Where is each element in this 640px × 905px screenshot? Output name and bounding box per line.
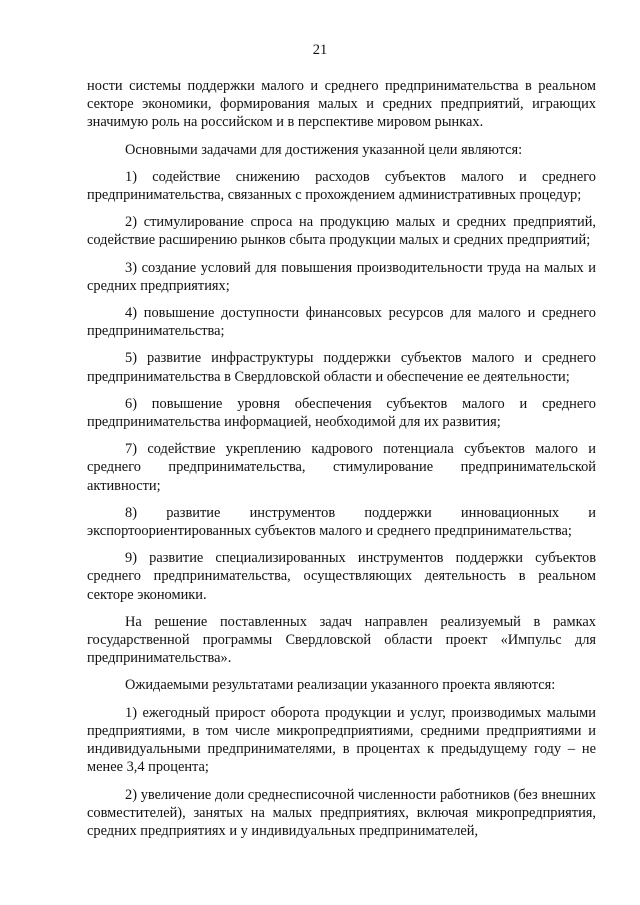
paragraph-continuation: ности системы поддержки малого и среднего предпринимательства в реальном секторе экономики, формирования малых и средних предприятий, играющих значимую роль на российском и в перспективе мировом рынках. bbox=[87, 78, 596, 131]
page-number: 21 bbox=[312, 42, 328, 58]
task-item-6: 6) повышение уровня обеспечения субъектов малого и среднего предпринимательства информацией, необходимой для их развития; bbox=[87, 395, 596, 431]
task-item-2: 2) стимулирование спроса на продукцию малых и средних предприятий, содействие расширению рынков сбыта продукции малых и средних предприятий; bbox=[87, 214, 596, 249]
page-body bbox=[87, 77, 596, 849]
paragraph-results-intro: Ожидаемыми результатами реализации указанного проекта являются: bbox=[125, 677, 556, 694]
result-item-2: 2) увеличение доли среднесписочной численности работников (без внешних совместителей), занятых на малых предприятиях, включая микропредприятия, средних предприятиях и у индивидуальных предпринимателей, bbox=[87, 786, 596, 839]
task-item-1: 1) содействие снижению расходов субъектов малого и среднего предпринимательства, связанных с прохождением административных процедур; bbox=[87, 168, 596, 204]
task-item-5: 5) развитие инфраструктуры поддержки субъектов малого и среднего предпринимательства в Свердловской области и обеспечение ее деятельности; bbox=[87, 350, 596, 385]
task-item-7: 7) содействие укреплению кадрового потенциала субъектов малого и среднего предпринимательства, стимулирование предпринимательской активности; bbox=[87, 441, 596, 494]
task-item-4: 4) повышение доступности финансовых ресурсов для малого и среднего предпринимательства; bbox=[87, 305, 596, 340]
task-item-8: 8) развитие инструментов поддержки инновационных и экспортоориентированных субъектов малого и среднего предпринимательства; bbox=[87, 504, 596, 540]
paragraph-tasks-intro: Основными задачами для достижения указанной цели являются: bbox=[125, 141, 523, 158]
paragraph-project: На решение поставленных задач направлен реализуемый в рамках государственной программы Свердловской области проект «Импульс для предпринимательства». bbox=[87, 613, 596, 667]
task-item-3: 3) создание условий для повышения производительности труда на малых и средних предприятиях; bbox=[87, 259, 596, 294]
task-item-9: 9) развитие специализированных инструментов поддержки субъектов среднего предпринимательства, осуществляющих деятельность в реальном секторе экономики. bbox=[87, 550, 596, 603]
result-item-1: 1) ежегодный прирост оборота продукции и услуг, производимых малыми предприятиями, в том числе микропредприятиями, средними предприятиями и индивидуальными предпринимателями, в процентах к предыдущему году – не менее 3,4 процента; bbox=[87, 704, 596, 776]
